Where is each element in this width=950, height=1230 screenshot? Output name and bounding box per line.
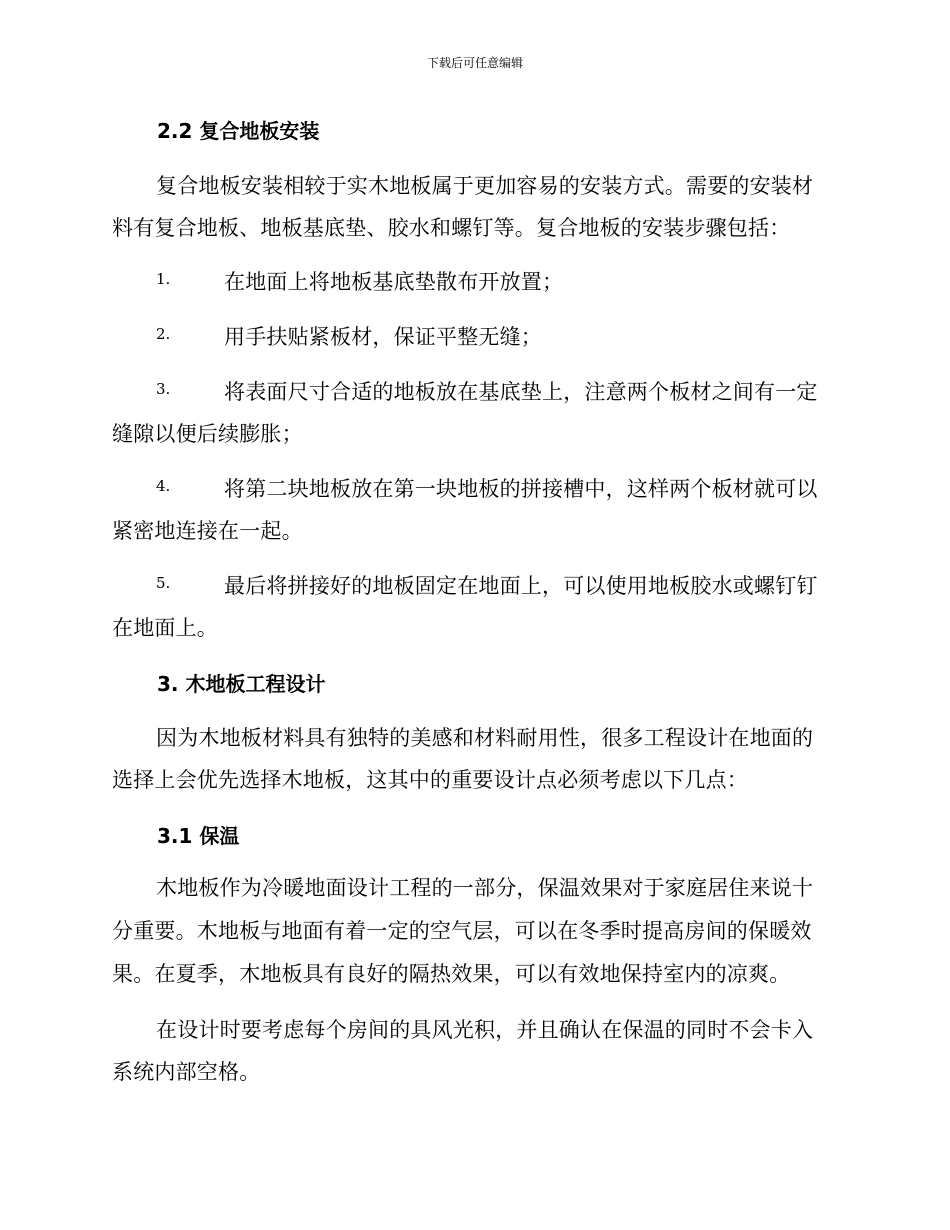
- paragraph-line: 在设计时要考虑每个房间的具风光积，并且确认在保温的同时不会卡入: [156, 1018, 814, 1042]
- list-item-continuation: 缝隙以便后续膨胀；: [112, 422, 303, 446]
- paragraph-line: 木地板作为冷暖地面设计工程的一部分，保温效果对于家庭居住来说十: [156, 876, 814, 900]
- list-item-continuation: 紧密地连接在一起。: [112, 519, 303, 543]
- list-item-continuation: 在地面上。: [112, 616, 218, 640]
- list-item-text: 用手扶贴紧板材，保证平整无缝；: [224, 325, 542, 349]
- list-item-text: 最后将拼接好的地板固定在地面上，可以使用地板胶水或螺钉钉: [224, 574, 818, 598]
- section-heading-2-2: 2.2 复合地板安装: [157, 119, 320, 143]
- section-heading-3: 3. 木地板工程设计: [157, 672, 326, 696]
- page-header-note: 下载后可任意编辑: [426, 56, 523, 70]
- list-item-text: 将表面尺寸合适的地板放在基底垫上，注意两个板材之间有一定: [224, 380, 818, 404]
- list-number: 1.: [156, 270, 171, 288]
- list-number: 5.: [156, 574, 171, 592]
- section-heading-3-1: 3.1 保温: [157, 824, 240, 848]
- list-number: 4.: [156, 477, 171, 495]
- list-item-text: 将第二块地板放在第一块地板的拼接槽中，这样两个板材就可以: [224, 477, 818, 501]
- paragraph-line: 果。在夏季，木地板具有良好的隔热效果，可以有效地保持室内的凉爽。: [112, 962, 791, 986]
- paragraph-line: 料有复合地板、地板基底垫、胶水和螺钉等。复合地板的安装步骤包括：: [112, 216, 791, 240]
- list-number: 3.: [156, 380, 171, 398]
- paragraph-line: 复合地板安装相较于实木地板属于更加容易的安装方式。需要的安装材: [156, 174, 814, 198]
- paragraph-line: 系统内部空格。: [112, 1060, 261, 1084]
- paragraph-line: 因为木地板材料具有独特的美感和材料耐用性，很多工程设计在地面的: [156, 726, 814, 750]
- list-item-text: 在地面上将地板基底垫散布开放置；: [224, 270, 564, 294]
- list-number: 2.: [156, 325, 171, 343]
- paragraph-line: 分重要。木地板与地面有着一定的空气层，可以在冬季时提高房间的保暖效: [112, 919, 812, 943]
- paragraph-line: 选择上会优先选择木地板，这其中的重要设计点必须考虑以下几点：: [112, 768, 748, 792]
